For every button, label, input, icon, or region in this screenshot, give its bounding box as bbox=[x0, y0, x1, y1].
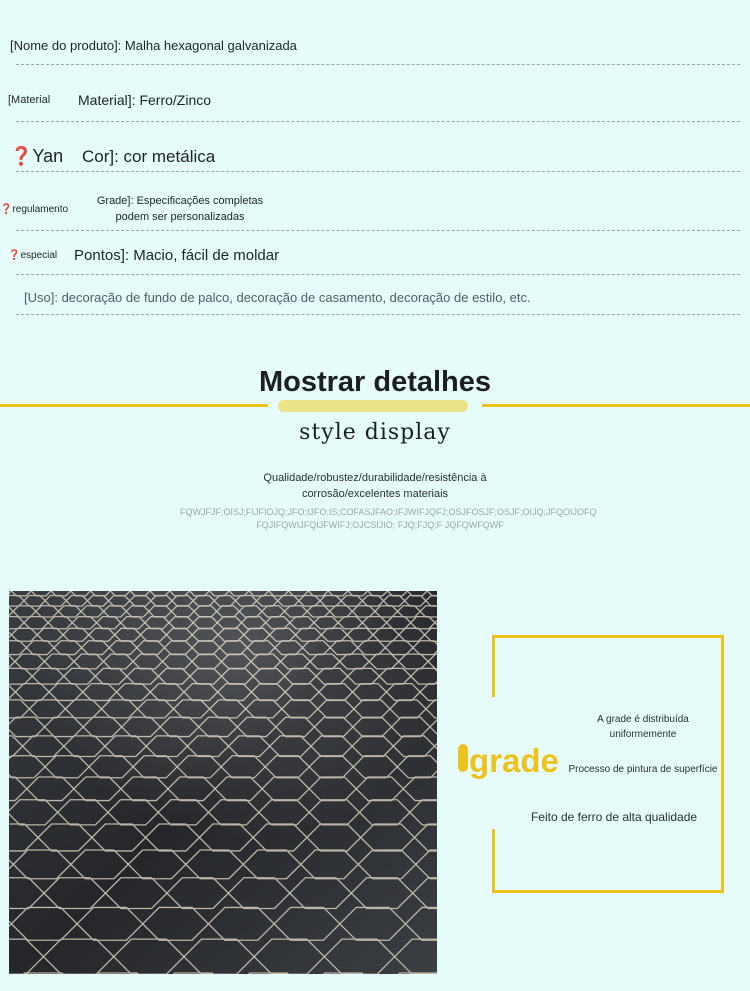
hexagonal-mesh-image bbox=[9, 591, 437, 974]
spec-row-usage bbox=[24, 290, 531, 305]
detail-heading: grade bbox=[469, 742, 559, 779]
divider bbox=[16, 121, 740, 122]
title-highlight bbox=[278, 400, 468, 412]
spec-row-features bbox=[8, 247, 279, 264]
spec-row-color bbox=[10, 146, 215, 167]
spec-value: [Nome do produto]: Malha hexagonal galvanizada bbox=[10, 38, 297, 53]
placeholder-text: FQWJFJF;OISJ;FIJFIOJQ;JFO;IJFO;IS;COFASJFAO;IFJWIFJQFJ;OSJFOSJF;OSJF;OIJQ;JFQOIJOFQ FQJIFQWIJFQIJFWIFJ;OJCSIJIO; FJQ;FJQ;F JQFQWFQWF bbox=[180, 507, 597, 530]
spec-value: Grade]: Especificações completas podem ser personalizadas bbox=[96, 195, 264, 223]
detail-item: Processo de pintura de superfície bbox=[568, 764, 718, 775]
mesh-photo bbox=[9, 591, 437, 974]
divider bbox=[16, 314, 740, 315]
spec-label: ❓regulamento bbox=[0, 203, 69, 215]
detail-item: Feito de ferro de alta qualidade bbox=[530, 810, 698, 824]
spec-row-material bbox=[8, 92, 211, 108]
spec-label: ❓Yan bbox=[10, 146, 64, 166]
spec-label: ❓especial bbox=[8, 250, 58, 261]
accent-line-left bbox=[0, 404, 268, 407]
spec-value: Pontos]: Macio, fácil de moldar bbox=[74, 247, 280, 264]
spec-row-grade bbox=[0, 193, 280, 225]
features-text: Qualidade/robustez/durabilidade/resistência à corrosão/excelentes materiais bbox=[263, 472, 487, 500]
spec-value: [Uso]: decoração de fundo de palco, decoração de casamento, decoração de estilo, etc. bbox=[24, 290, 531, 305]
divider bbox=[16, 64, 740, 65]
section-subtitle: style display bbox=[299, 420, 451, 445]
divider bbox=[16, 274, 740, 275]
spec-row-product-name bbox=[10, 38, 297, 53]
spec-value: Material]: Ferro/Zinco bbox=[78, 92, 212, 108]
spec-value: Cor]: cor metálica bbox=[82, 146, 216, 166]
accent-line-right bbox=[482, 404, 750, 407]
section-title: Mostrar detalhes bbox=[258, 366, 492, 398]
divider bbox=[16, 230, 740, 231]
spec-label: [Material bbox=[8, 94, 51, 106]
divider bbox=[16, 171, 740, 172]
detail-item: A grade é distribuída uniformemente bbox=[597, 714, 689, 740]
